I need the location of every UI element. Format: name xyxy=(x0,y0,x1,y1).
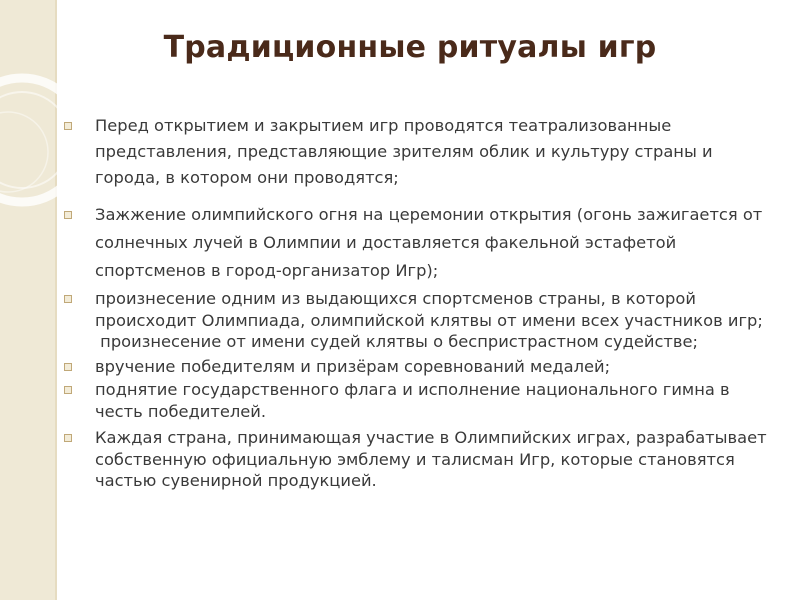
square-bullet-icon xyxy=(64,295,72,303)
bullet-list xyxy=(64,113,769,492)
bullet-item xyxy=(64,356,769,378)
slide-title: Традиционные ритуалы игр xyxy=(163,30,657,65)
bullet-text: произнесение одним из выдающихся спортсменов страны, в которой происходит Олимпиада, олимпийской клятвы от имени всех участников игр; xyxy=(95,289,763,330)
bullet-item xyxy=(64,113,769,191)
square-bullet-icon xyxy=(64,386,72,394)
bullet-text: Каждая страна, принимающая участие в Олимпийских играх, разрабатывает собственную официальную эмблему и талисман Игр, которые становятся частью сувенирной продукцией. xyxy=(95,428,767,490)
bullet-text: вручение победителям и призёрам соревнований медалей; xyxy=(95,356,611,376)
square-bullet-icon xyxy=(64,363,72,371)
square-bullet-icon xyxy=(64,434,72,442)
bullet-item xyxy=(64,379,769,422)
square-bullet-icon xyxy=(64,211,72,219)
bullet-text-continued: произнесение от имени судей клятвы о беспристрастном судействе; xyxy=(95,332,698,351)
bullet-text: Зажжение олимпийского огня на церемонии открытия (огонь зажигается от солнечных лучей в Олимпии и доставляется факельной эстафетой спортсменов в город-организатор Игр); xyxy=(95,205,763,280)
bullet-text: Перед открытием и закрытием игр проводятся театрализованные представления, представляющие зрителям облик и культуру страны и города, в котором они проводятся; xyxy=(95,116,713,187)
square-bullet-icon xyxy=(64,122,72,130)
bullet-item xyxy=(64,201,769,285)
bullet-item xyxy=(64,427,769,492)
bullet-text: поднятие государственного флага и исполнение национального гимна в честь победителей. xyxy=(95,380,730,421)
bullet-item xyxy=(64,288,769,353)
